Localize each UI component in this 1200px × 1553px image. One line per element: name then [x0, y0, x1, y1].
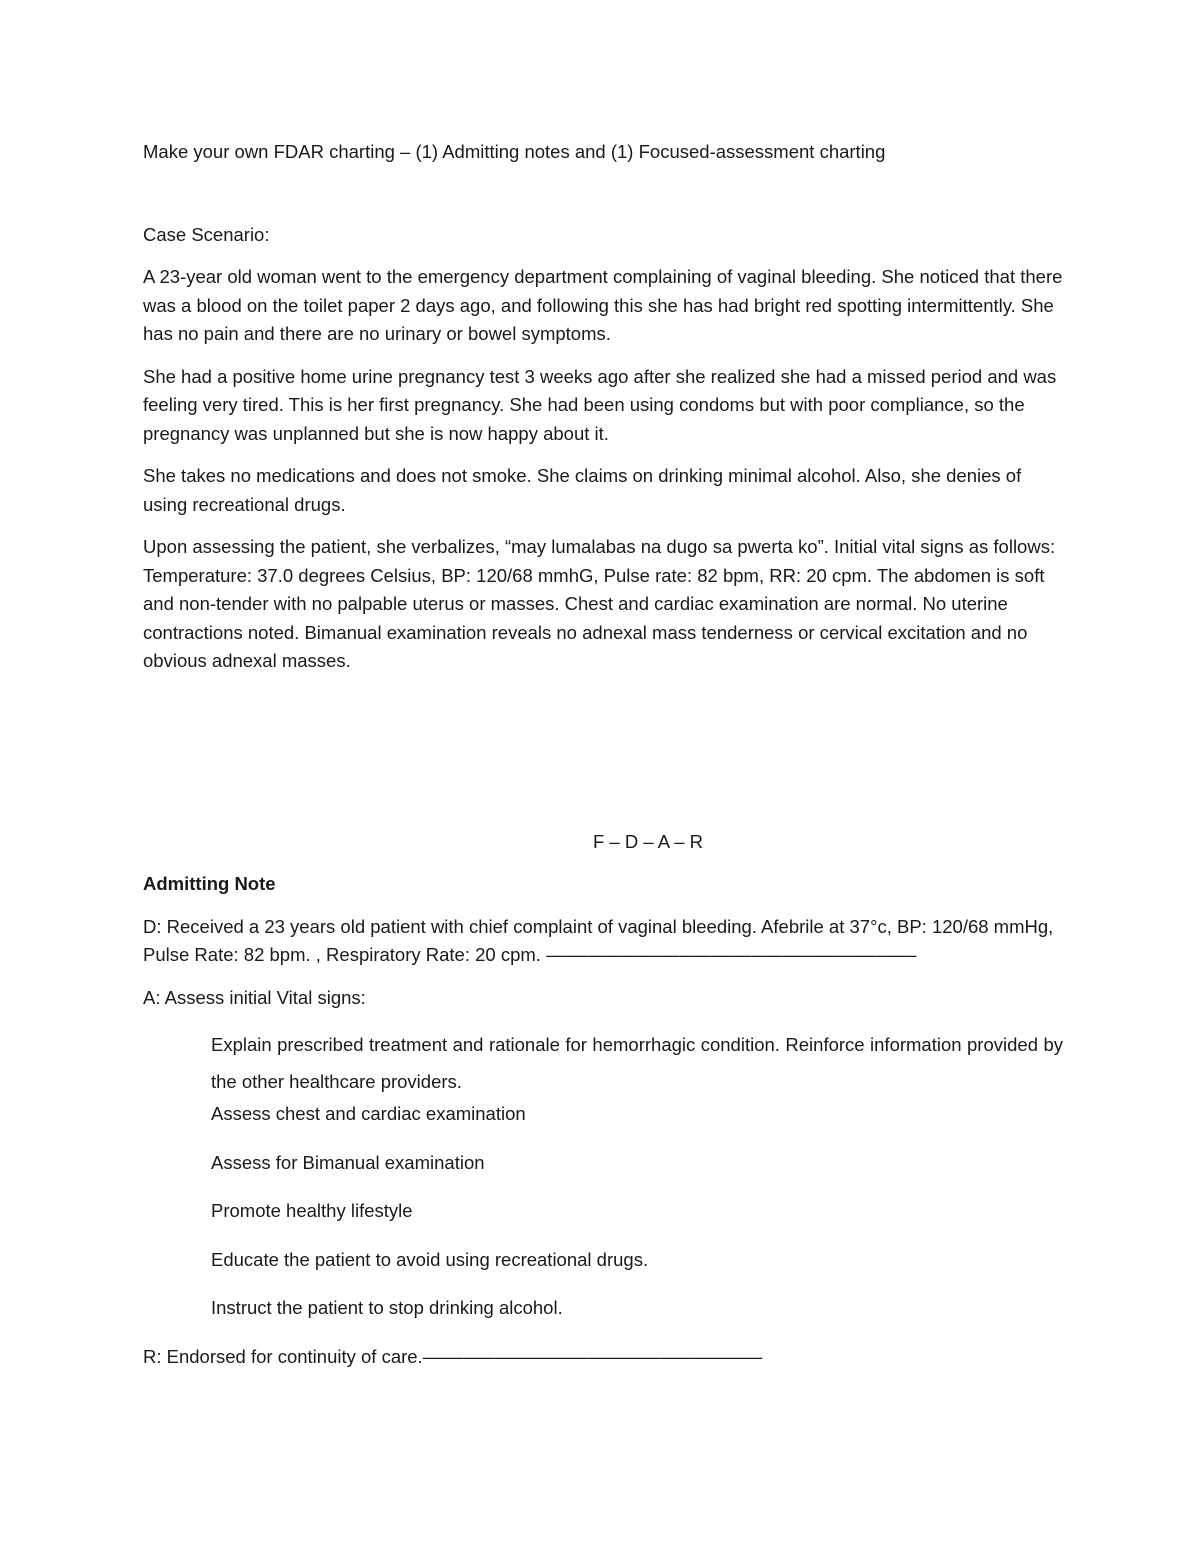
- list-item: Assess chest and cardiac examination: [211, 1103, 526, 1124]
- case-paragraph: She had a positive home urine pregnancy test 3 weeks ago after she realized she had a missed period and was feeling very tired. This is her first pregnancy. She had been using condoms but with poor compliance, so the pregnancy was unplanned but she is now happy about it.: [143, 365, 1057, 444]
- blank-space: [143, 690, 1063, 828]
- list-item: Assess for Bimanual examination: [211, 1151, 485, 1173]
- list-item: Instruct the patient to stop drinking alcohol.: [211, 1297, 563, 1318]
- admitting-note-title: Admitting Note: [143, 873, 276, 894]
- case-scenario-label: Case Scenario:: [143, 223, 270, 245]
- list-item: Educate the patient to avoid using recreational drugs.: [211, 1248, 649, 1270]
- data-entry: D: Received a 23 years old patient with chief complaint of vaginal bleeding. Afebrile at 37°c, BP: 120/68 mmHg, Pulse Rate: 82 bpm. , Respiratory Rate: 20 cpm. ––––––––––––––––––––––––––––––––––––: [143, 915, 1054, 965]
- fdar-heading: F – D – A – R: [592, 830, 704, 852]
- assignment-instruction: Make your own FDAR charting – (1) Admitting notes and (1) Focused-assessment charting: [143, 141, 886, 162]
- action-entry: A: Assess initial Vital signs:: [143, 986, 366, 1008]
- case-paragraph: She takes no medications and does not smoke. She claims on drinking minimal alcohol. Also, she denies of using recreational drugs.: [143, 465, 1022, 515]
- case-paragraph: Upon assessing the patient, she verbalizes, “may lumalabas na dugo sa pwerta ko”. Initial vital signs as follows: Temperature: 37.0 degrees Celsius, BP: 120/68 mmhG, Pulse rate: 82 bpm, RR: 20 cpm. The abdomen is soft and non-tender with no palpable uterus or masses. Chest and cardiac examination are normal. No uterine contractions noted. Bimanual examination reveals no adnexal mass tenderness or cervical excitation and no obvious adnexal masses.: [143, 536, 1056, 671]
- response-entry: R: Endorsed for continuity of care.–––––––––––––––––––––––––––––––––: [143, 1345, 763, 1367]
- action-list: [143, 1026, 1063, 1323]
- case-paragraph: A 23-year old woman went to the emergency department complaining of vaginal bleeding. She noticed that there was a blood on the toilet paper 2 days ago, and following this she has had bright red spotting intermittently. She has no pain and there are no urinary or bowel symptoms.: [143, 266, 1063, 344]
- list-item: Promote healthy lifestyle: [211, 1200, 413, 1221]
- document-body: [143, 138, 1063, 1385]
- list-item: Explain prescribed treatment and rationale for hemorrhagic condition. Reinforce information provided by the other healthcare providers.: [211, 1034, 1063, 1092]
